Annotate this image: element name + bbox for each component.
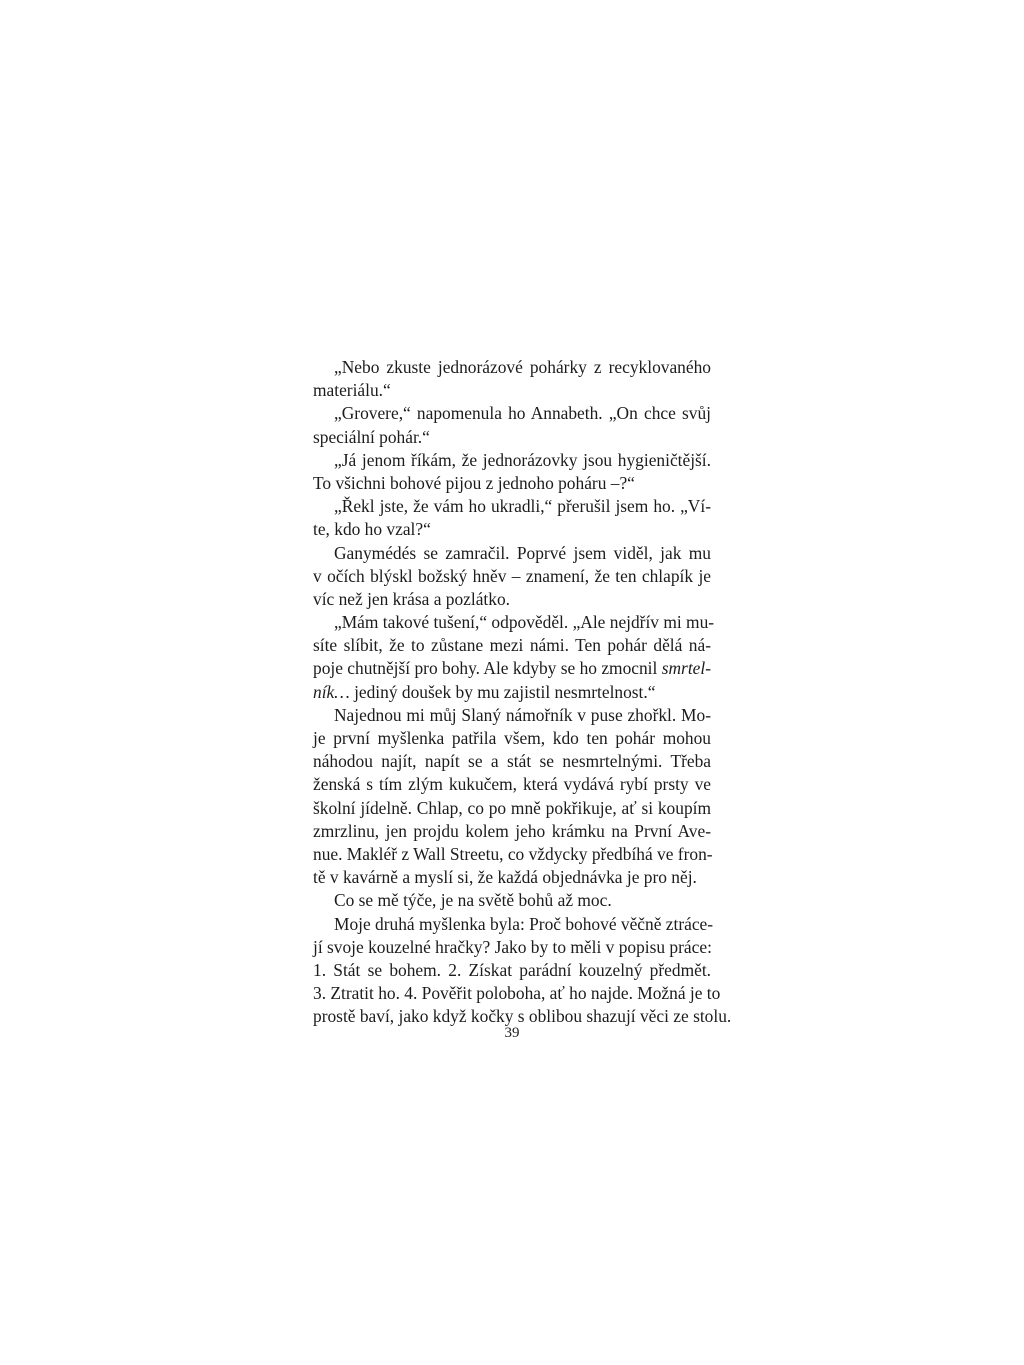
line-text: poje chutnější pro bohy. Ale kdyby se ho zmocnil bbox=[313, 658, 662, 679]
text-line bbox=[313, 797, 711, 820]
line-text: je první myšlenka patřila všem, kdo ten pohár mohou bbox=[313, 728, 711, 748]
text-line bbox=[313, 657, 711, 680]
line-text: tě v kavárně a myslí si, že každá objednávka je pro něj. bbox=[313, 867, 697, 888]
line-text: „Mám takové tušení,“ odpověděl. „Ale nejdřív mi mu- bbox=[334, 612, 715, 633]
text-line bbox=[313, 704, 711, 727]
line-text: materiálu.“ bbox=[313, 380, 391, 401]
text-line bbox=[313, 426, 711, 449]
line-text: 1. Stát se bohem. 2. Získat parádní kouzelný předmět. bbox=[313, 959, 711, 980]
line-text: Najednou mi můj Slaný námořník v puse zhořkl. Mo- bbox=[334, 704, 711, 725]
text-line bbox=[313, 565, 711, 588]
text-line bbox=[313, 449, 711, 472]
line-text: jediný doušek by mu zajistil nesmrtelnost.“ bbox=[349, 681, 656, 702]
line-text: náhodou najít, napít se a stát se nesmrtelnými. Třeba bbox=[313, 751, 711, 772]
text-line bbox=[313, 773, 711, 796]
text-line bbox=[313, 611, 715, 634]
line-text: speciální pohár.“ bbox=[313, 426, 430, 447]
page-number: 39 bbox=[504, 1025, 520, 1041]
line-text: Moje druhá myšlenka byla: Proč bohové věčně ztráce- bbox=[334, 913, 714, 934]
body-text bbox=[313, 356, 732, 1028]
line-text: 3. Ztratit ho. 4. Pověřit poloboha, ať ho najde. Možná je to bbox=[313, 983, 721, 1004]
line-text: jí svoje kouzelné hračky? Jako by to měli v popisu práce: bbox=[313, 936, 712, 957]
line-text: te, kdo ho vzal?“ bbox=[313, 519, 431, 540]
line-text: Co se mě týče, je na světě bohů až moc. bbox=[334, 890, 612, 911]
line-text: „Nebo zkuste jednorázové pohárky z recyklovaného bbox=[334, 357, 711, 377]
text-line bbox=[313, 681, 711, 704]
line-text: prostě baví, jako když kočky s oblibou shazují věci ze stolu. bbox=[313, 1006, 732, 1027]
italic-text: ník… bbox=[313, 681, 350, 702]
text-line bbox=[313, 750, 711, 773]
line-text: nue. Makléř z Wall Streetu, co vždycky předbíhá ve fron- bbox=[313, 843, 713, 864]
line-text: v očích blýskl božský hněv – znamení, že ten chlapík je bbox=[313, 565, 711, 586]
text-line bbox=[313, 472, 711, 495]
text-line bbox=[313, 634, 711, 657]
line-text: „Grovere,“ napomenula ho Annabeth. „On chce svůj bbox=[334, 403, 711, 424]
line-text: To všichni bohové pijou z jednoho poháru –?“ bbox=[313, 472, 635, 493]
text-line bbox=[313, 936, 711, 959]
text-line bbox=[313, 843, 711, 866]
line-text: zmrzlinu, jen projdu kolem jeho krámku na První Ave- bbox=[313, 820, 711, 841]
line-text: Ganymédés se zamračil. Poprvé jsem viděl, jak mu bbox=[334, 542, 711, 563]
text-line bbox=[313, 542, 711, 565]
text-line bbox=[313, 959, 711, 982]
text-line bbox=[313, 820, 711, 843]
line-text: víc než jen krása a pozlátko. bbox=[313, 588, 511, 609]
text-line bbox=[313, 356, 711, 379]
line-text: ženská s tím zlým kukučem, která vydává rybí prsty ve bbox=[313, 774, 711, 795]
text-line bbox=[313, 889, 711, 912]
text-line bbox=[313, 402, 711, 425]
text-line bbox=[313, 518, 711, 541]
text-line bbox=[313, 913, 714, 936]
text-line bbox=[313, 982, 721, 1005]
text-line bbox=[313, 866, 711, 889]
italic-text: smrtel- bbox=[661, 658, 711, 679]
text-line bbox=[313, 495, 711, 518]
line-text: školní jídelně. Chlap, co po mně pokřikuje, ať si koupím bbox=[313, 797, 711, 818]
text-line bbox=[313, 379, 711, 402]
line-text: síte slíbit, že to zůstane mezi námi. Ten pohár dělá ná- bbox=[313, 635, 711, 656]
line-text: „Já jenom říkám, že jednorázovky jsou hygieničtější. bbox=[334, 449, 711, 470]
text-line bbox=[313, 588, 711, 611]
line-text: „Řekl jste, že vám ho ukradli,“ přerušil jsem ho. „Ví- bbox=[334, 496, 711, 517]
text-line bbox=[313, 727, 711, 750]
